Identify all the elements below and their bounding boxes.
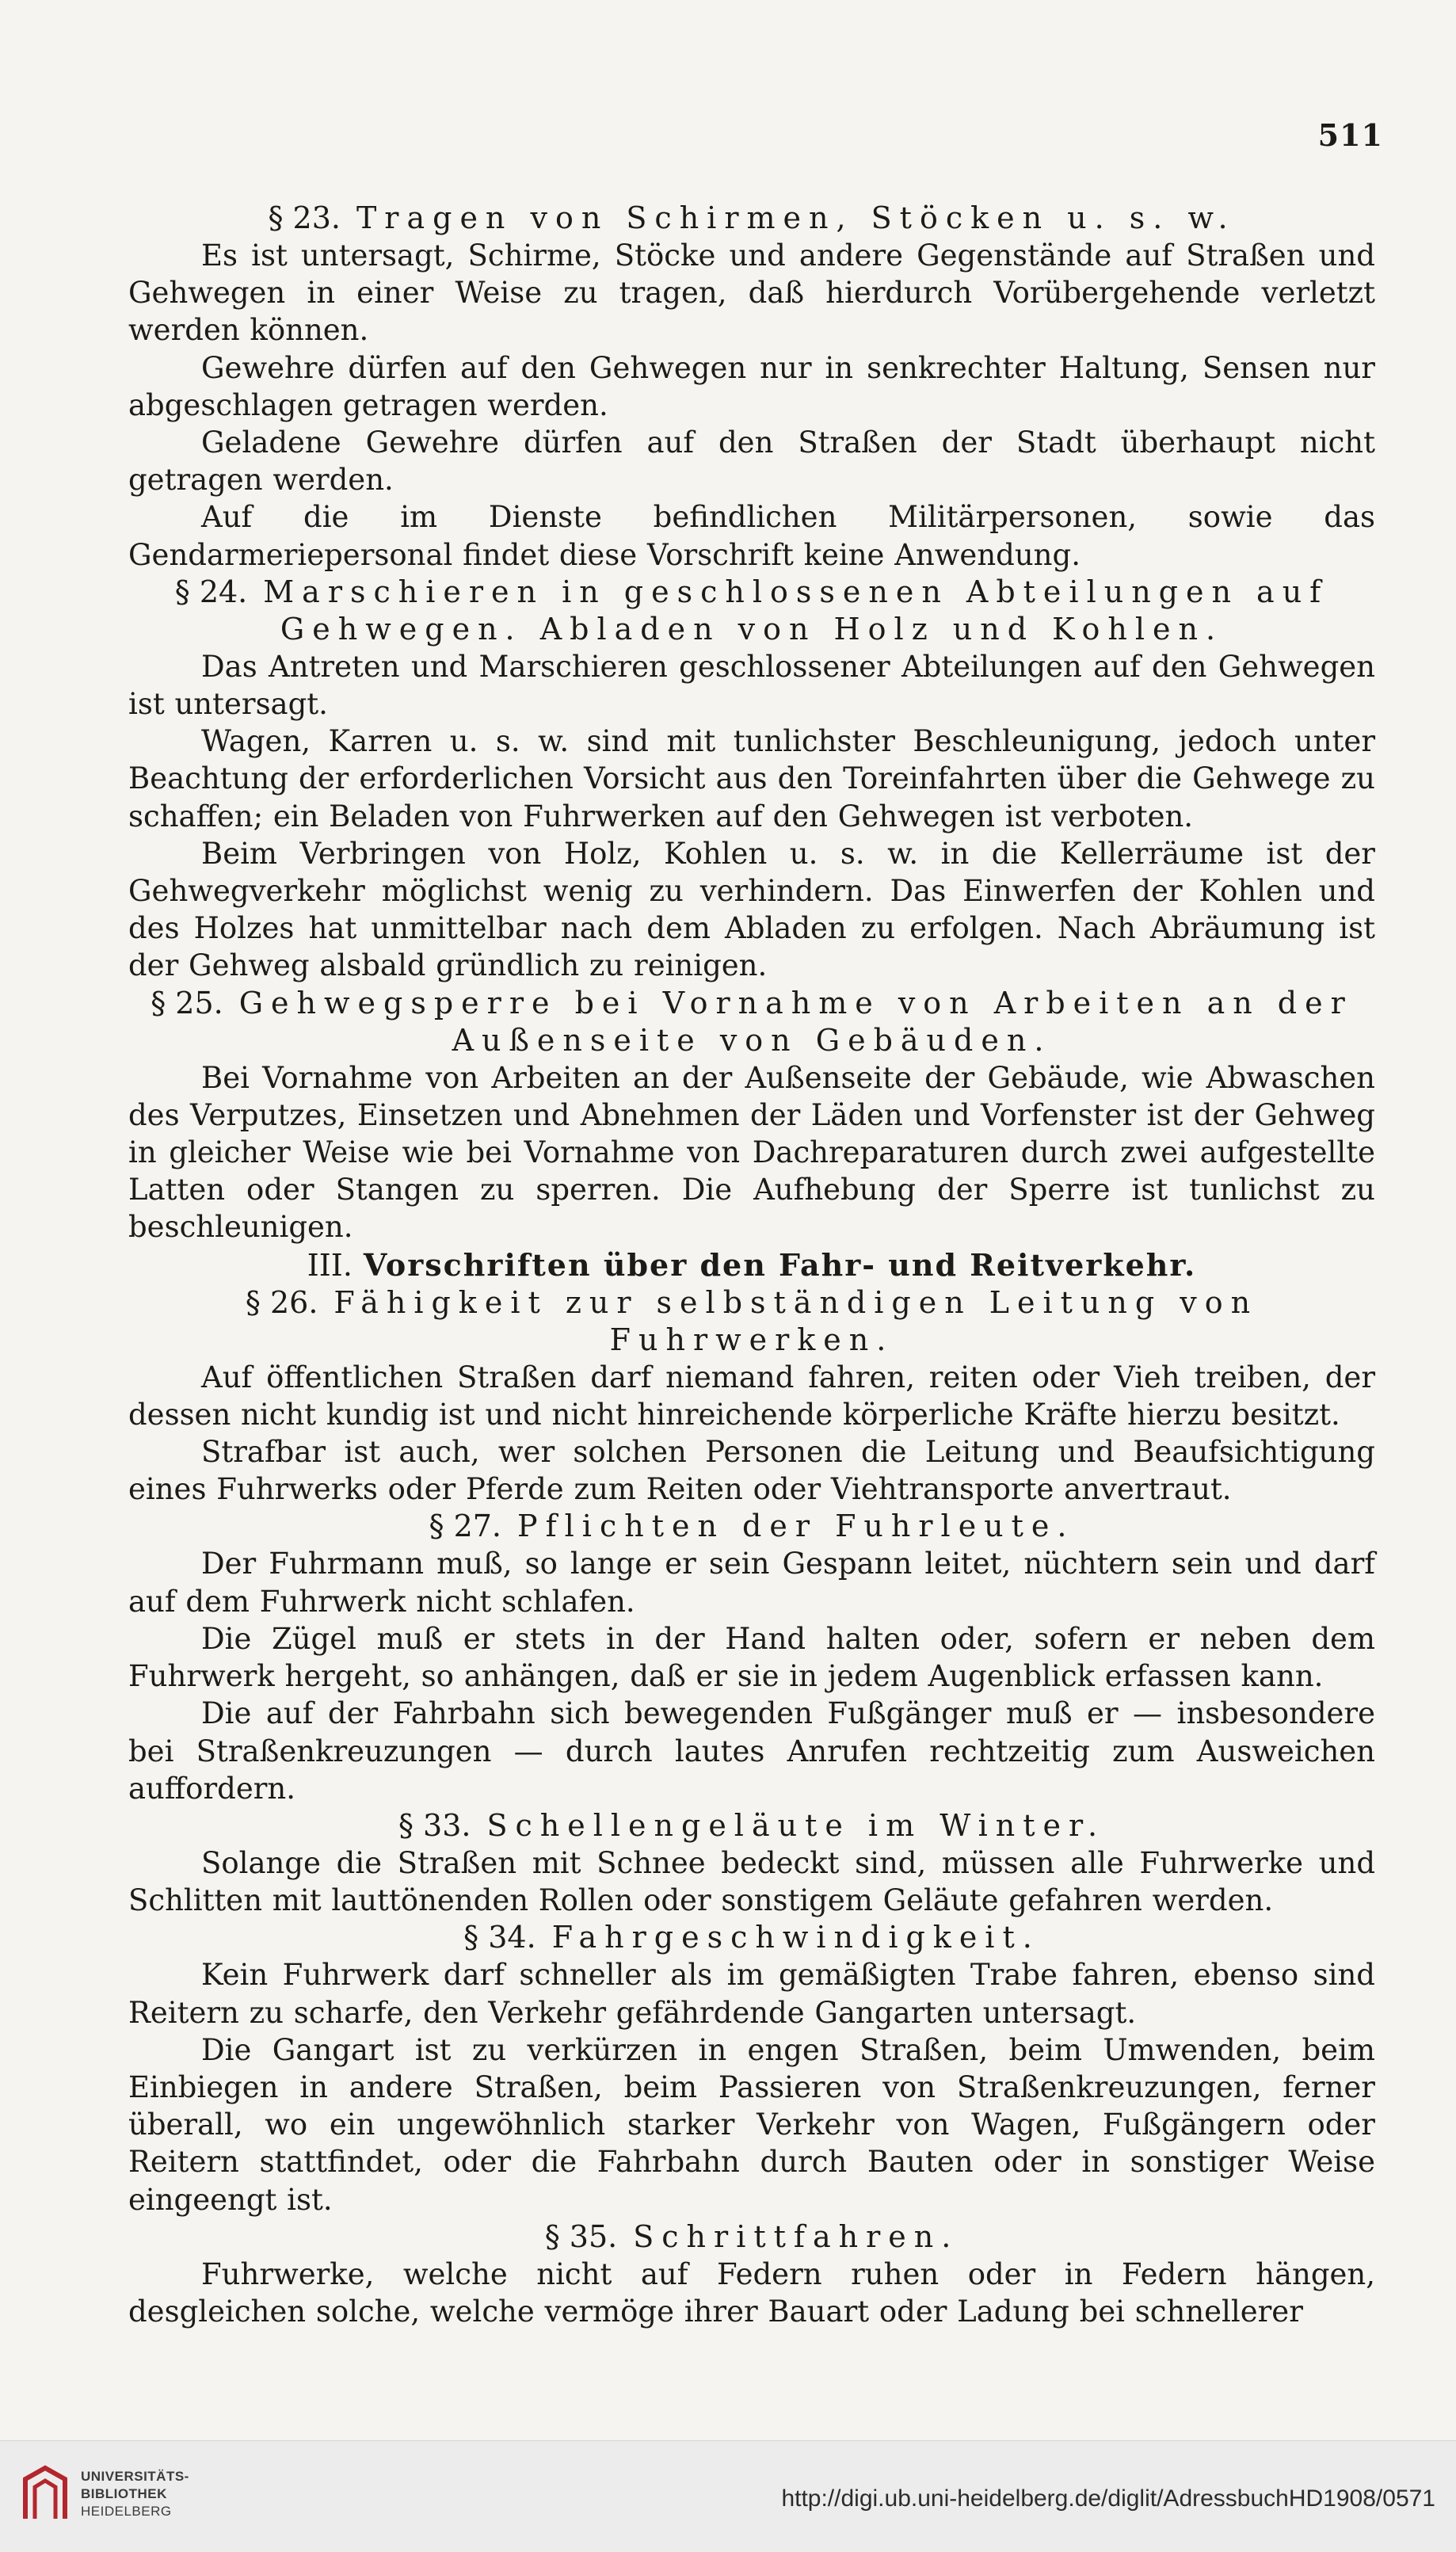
section-heading: [128, 985, 1375, 1059]
section-title: Marschieren in geschlossenen Abteilungen auf Gehwegen. Abladen von Holz und Kohlen.: [263, 574, 1329, 647]
section-title: Gehwegsperre bei Vornahme von Arbeiten an der Außenseite von Gebäuden.: [238, 985, 1353, 1058]
section-number: § 35.: [544, 2218, 618, 2254]
paragraph: Bei Vornahme von Arbeiten an der Außenseite der Gebäude, wie Abwaschen des Verputzes, Einsetzen und Abnehmen der Läden und Vorfenster ist der Gehweg in gleicher Weise wie bei Vornahme von Dachreparaturen durch zwei aufgestellte Latten oder Stangen zu sperren. Die Aufhebung der Sperre ist tunlichst zu beschleunigen.: [128, 1060, 1375, 1245]
page-content: [128, 200, 1375, 2330]
university-logo-icon[interactable]: [17, 2463, 73, 2527]
library-name-line: UNIVERSITÄTS-: [81, 2469, 189, 2484]
chapter-heading: [128, 1246, 1375, 1284]
paragraph: Beim Verbringen von Holz, Kohlen u. s. w. in die Kellerräume ist der Gehwegverkehr möglichst wenig zu verhindern. Das Einwerfen der Kohlen und des Holzes hat unmittelbar nach dem Abladen zu erfolgen. Nach Abräumung ist der Gehweg alsbald gründlich zu reinigen.: [128, 836, 1375, 983]
section-number: § 25.: [151, 985, 223, 1020]
viewer-footer: [0, 2440, 1456, 2552]
paragraph: Das Antreten und Marschieren geschlossener Abteilungen auf den Gehwegen ist untersagt.: [128, 649, 1375, 722]
section-heading: [128, 1508, 1375, 1545]
library-name: [81, 2468, 189, 2520]
source-url-link[interactable]: http://digi.ub.uni-heidelberg.de/diglit/AdressbuchHD1908/0571: [781, 2485, 1435, 2512]
page-number: 511: [1317, 117, 1383, 153]
section-title: Pflichten der Fuhrleute.: [517, 1509, 1075, 1544]
section-heading: [128, 2218, 1375, 2256]
section-heading: [128, 200, 1375, 237]
section-number: § 24.: [174, 574, 248, 609]
section-heading: [128, 574, 1375, 648]
library-name-line: BIBLIOTHEK: [81, 2486, 167, 2501]
paragraph: Der Fuhrmann muß, so lange er sein Gespann leitet, nüchtern sein und darf auf dem Fuhrwerk nicht schlafen.: [128, 1547, 1375, 1619]
section-title: Vorschriften über den Fahr- und Reitverkehr.: [363, 1246, 1197, 1283]
paragraph: Geladene Gewehre dürfen auf den Straßen der Stadt überhaupt nicht getragen werden.: [128, 425, 1375, 498]
library-name-line: HEIDELBERG: [81, 2504, 172, 2519]
section-number: § 34.: [463, 1920, 536, 1955]
section-number: § 26.: [245, 1284, 318, 1320]
paragraph: Strafbar ist auch, wer solchen Personen die Leitung und Beaufsichtigung eines Fuhrwerks oder Pferde zum Reiten oder Viehtransporte anvertraut.: [128, 1435, 1375, 1507]
paragraph: Fuhrwerke, welche nicht auf Federn ruhen oder in Federn hängen, desgleichen solche, welche vermöge ihrer Bauart oder Ladung bei schnellerer: [128, 2256, 1375, 2329]
paragraph: Die Zügel muß er stets in der Hand halten oder, sofern er neben dem Fuhrwerk hergeht, so anhängen, daß er sie in jedem Augenblick erfassen kann.: [128, 1621, 1375, 1694]
section-heading: [128, 1807, 1375, 1844]
section-title: Schellengeläute im Winter.: [486, 1807, 1106, 1843]
paragraph: Auf die im Dienste befindlichen Militärpersonen, sowie das Gendarmeriepersonal findet diese Vorschrift keine Anwendung.: [128, 500, 1375, 572]
paragraph: Solange die Straßen mit Schnee bedeckt sind, müssen alle Fuhrwerke und Schlitten mit lauttönenden Rollen oder sonstigem Geläute gefahren werden.: [128, 1845, 1375, 1918]
section-heading: [128, 1284, 1375, 1359]
section-title: Fähigkeit zur selbständigen Leitung von Fuhrwerken.: [334, 1284, 1259, 1357]
paragraph: Auf öffentlichen Straßen darf niemand fahren, reiten oder Vieh treiben, der dessen nicht kundig ist und nicht hinreichende körperliche Kräfte hierzu besitzt.: [128, 1360, 1375, 1432]
section-number: § 33.: [398, 1807, 471, 1843]
section-title: Schrittfahren.: [633, 2218, 959, 2254]
section-number: § 23.: [268, 200, 341, 235]
section-heading: [128, 1919, 1375, 1956]
section-title: Tragen von Schirmen, Stöcken u. s. w.: [356, 200, 1236, 235]
section-title: Fahrgeschwindigkeit.: [551, 1920, 1040, 1955]
section-number: III.: [307, 1247, 353, 1283]
paragraph: Kein Fuhrwerk darf schneller als im gemäßigten Trabe fahren, ebenso sind Reitern zu scharfe, den Verkehr gefährdende Gangarten untersagt.: [128, 1958, 1375, 2030]
paragraph: Die Gangart ist zu verkürzen in engen Straßen, beim Umwenden, beim Einbiegen in andere Straßen, beim Passieren von Straßenkreuzungen, ferner überall, wo ein ungewöhnlich starker Verkehr von Wagen, Fußgängern oder Reitern stattfindet, oder die Fahrbahn durch Bauten oder in sonstiger Weise eingeengt ist.: [128, 2032, 1375, 2217]
paragraph: Es ist untersagt, Schirme, Stöcke und andere Gegenstände auf Straßen und Gehwegen in einer Weise zu tragen, daß hierdurch Vorübergehende verletzt werden können.: [128, 238, 1375, 348]
section-number: § 27.: [429, 1509, 501, 1544]
paragraph: Wagen, Karren u. s. w. sind mit tunlichster Beschleunigung, jedoch unter Beachtung der erforderlichen Vorsicht aus den Toreinfahrten über die Gehwege zu schaffen; ein Beladen von Fuhrwerken auf den Gehwegen ist verboten.: [128, 724, 1375, 834]
paragraph: Die auf der Fahrbahn sich bewegenden Fußgänger muß er — insbesondere bei Straßenkreuzungen — durch lautes Anrufen rechtzeitig zum Ausweichen auffordern.: [128, 1696, 1375, 1806]
paragraph: Gewehre dürfen auf den Gehwegen nur in senkrechter Haltung, Sensen nur abgeschlagen getragen werden.: [128, 350, 1375, 422]
